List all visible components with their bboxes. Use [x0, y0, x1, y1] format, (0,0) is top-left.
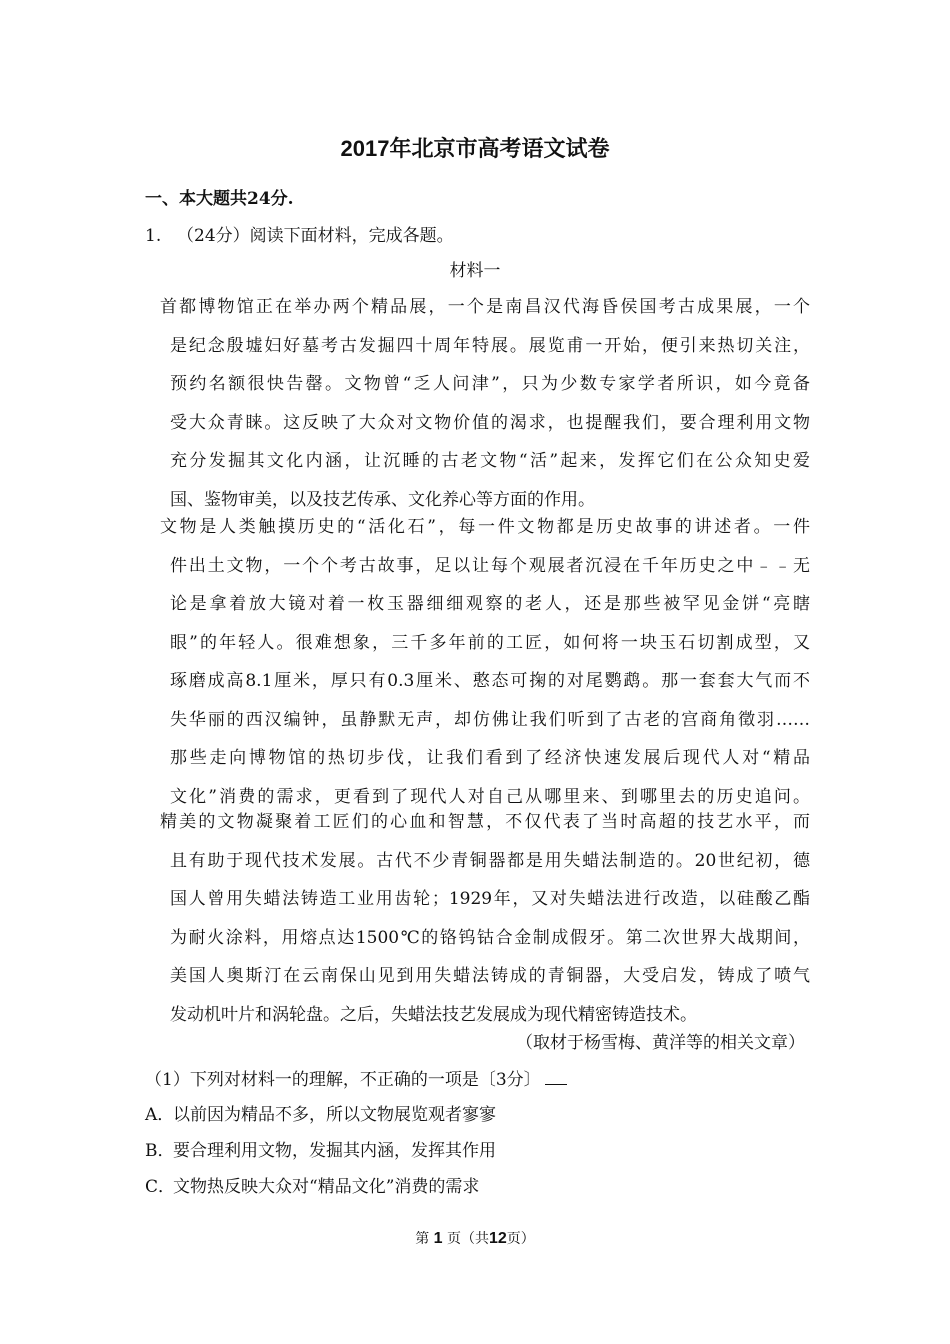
- sub-question-text: （1）下列对材料一的理解，不正确的一项是〔3分〕: [145, 1070, 541, 1090]
- option-text: 文物热反映大众对“精品文化”消费的需求: [173, 1177, 480, 1197]
- paragraph-line: 为耐火涂料，用熔点达1500℃的铬钨钴合金制成假牙。第二次世界大战期间，: [170, 927, 810, 948]
- footer-total-pages: 12: [489, 1230, 507, 1247]
- paragraph-line: 发动机叶片和涡轮盘。之后，失蜡法技艺发展成为现代精密铸造技术。: [170, 1004, 697, 1025]
- question-number: 1.: [145, 226, 162, 246]
- footer-middle: 页（共: [447, 1231, 489, 1247]
- paragraph-line: 那些走向博物馆的热切步伐，让我们看到了经济快速发展后现代人对“精品: [170, 748, 810, 768]
- option-a[interactable]: [145, 1102, 496, 1128]
- paragraph-line: 件出土文物，一个个考古故事，足以让每个观展者沉浸在千年历史之中﹣﹣无: [170, 555, 810, 576]
- question-text: （24分）阅读下面材料，完成各题。: [177, 226, 454, 246]
- paragraph-line: 美国人奥斯汀在云南保山见到用失蜡法铸成的青铜器，大受启发，铸成了喷气: [170, 966, 810, 986]
- footer-suffix: 页）: [506, 1231, 535, 1247]
- source-citation: （取材于杨雪梅、黄洋等的相关文章）: [516, 1033, 805, 1053]
- option-letter: C．: [145, 1177, 176, 1197]
- option-text: 以前因为精品不多，所以文物展览观者寥寥: [173, 1105, 496, 1125]
- option-b[interactable]: [145, 1138, 496, 1164]
- page-title: 2017年北京市高考语文试卷: [340, 136, 610, 161]
- question-1: [145, 223, 454, 249]
- paragraph-line: 琢磨成高8.1厘米，厚只有0.3厘米、憨态可掬的对尾鹦鹉。那一套套大气而不: [170, 671, 810, 691]
- paragraph-line: 失华丽的西汉编钟，虽静默无声，却仿佛让我们听到了古老的宫商角徵羽……: [170, 709, 810, 730]
- paragraph-line: 预约名额很快告罄。文物曾“乏人问津”，只为少数专家学者所识，如今竟备: [170, 374, 810, 394]
- material-paragraph-2: [160, 508, 810, 816]
- footer-page-number: 1: [433, 1230, 443, 1247]
- option-letter: A．: [145, 1105, 175, 1125]
- paragraph-line: 是纪念殷墟妇好墓考古发掘四十周年特展。展览甫一开始，便引来热切关注，: [170, 335, 810, 356]
- paragraph-line: 文化”消费的需求，更看到了现代人对自己从哪里来、到哪里去的历史追问。: [170, 786, 810, 807]
- paragraph-line: 国人曾用失蜡法铸造工业用齿轮；1929年，又对失蜡法进行改造，以硅酸乙酯: [170, 889, 810, 909]
- option-text: 要合理利用文物，发掘其内涵，发挥其作用: [173, 1141, 496, 1161]
- option-c[interactable]: [145, 1174, 479, 1200]
- paragraph-line: 文物是人类触摸历史的“活化石”，每一件文物都是历史故事的讲述者。一件: [160, 517, 810, 537]
- material-title: 材料一: [449, 261, 501, 281]
- footer-prefix: 第: [415, 1231, 430, 1247]
- section-heading: 一、本大题共24分.: [145, 189, 294, 209]
- page-footer: [0, 1228, 950, 1250]
- answer-blank[interactable]: [545, 1066, 567, 1085]
- paragraph-line: 首都博物馆正在举办两个精品展，一个是南昌汉代海昏侯国考古成果展，一个: [160, 297, 810, 317]
- paragraph-line: 论是拿着放大镜对着一枚玉器细细观察的老人，还是那些被罕见金饼“亮瞎: [170, 594, 810, 614]
- sub-question-1: [145, 1066, 567, 1093]
- paragraph-line: 眼”的年轻人。很难想象，三千多年前的工匠，如何将一块玉石切割成型，又: [170, 632, 810, 653]
- paragraph-line: 且有助于现代技术发展。古代不少青铜器都是用失蜡法制造的。20世纪初，德: [170, 850, 810, 871]
- paragraph-line: 国、鉴物审美，以及技艺传承、文化养心等方面的作用。: [170, 489, 595, 510]
- material-paragraph-1: [160, 288, 810, 519]
- paragraph-line: 充分发掘其文化内涵，让沉睡的古老文物“活”起来，发挥它们在公众知史爱: [170, 451, 810, 471]
- option-letter: B．: [145, 1141, 175, 1161]
- paragraph-line: 受大众青睐。这反映了大众对文物价值的渴求，也提醒我们，要合理利用文物: [170, 412, 810, 433]
- paragraph-line: 精美的文物凝聚着工匠们的心血和智慧，不仅代表了当时高超的技艺水平，而: [160, 812, 810, 832]
- material-paragraph-3: [160, 803, 810, 1034]
